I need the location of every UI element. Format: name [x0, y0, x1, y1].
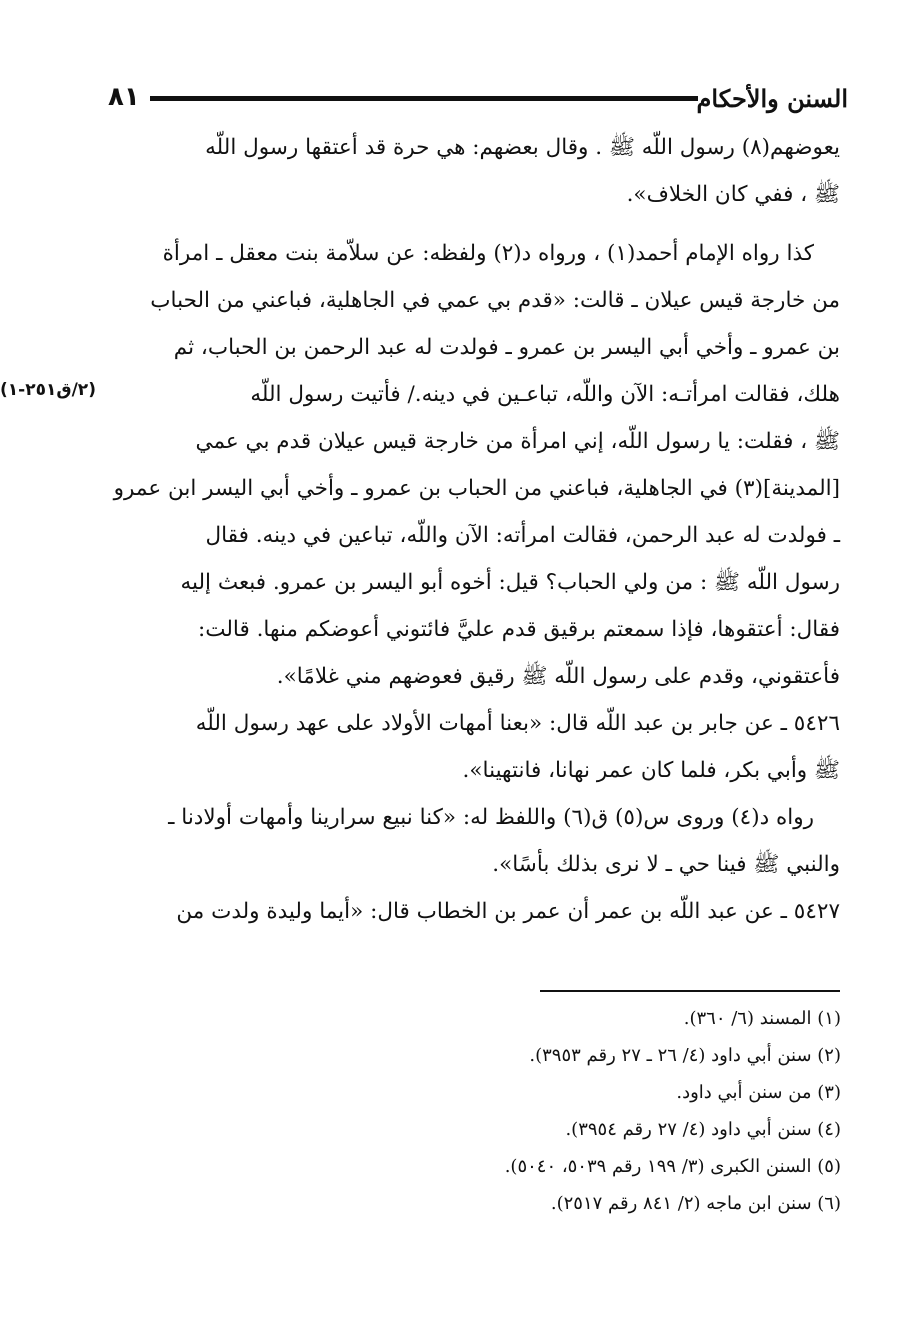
- footnote-4: (٤) سنن أبي داود (٤/ ٢٧ رقم ٣٩٥٤).: [565, 1119, 841, 1140]
- footnotes: [281, 1000, 841, 1222]
- text-line: ـ فولدت له عبد الرحمن، فقالت امرأته: الآن واللّه، تباعين في دينه. فقال: [205, 523, 840, 548]
- footnote-2: (٢) سنن أبي داود (٤/ ٢٦ ـ ٢٧ رقم ٣٩٥٣).: [529, 1045, 841, 1066]
- text-line: ﷺ ، ففي كان الخلاف».: [626, 182, 840, 207]
- footnote-1: (١) المسند (٦/ ٣٦٠).: [683, 1008, 841, 1029]
- main-text: [106, 124, 840, 935]
- margin-manuscript-reference: (٢/ق٢٥١-١): [0, 380, 96, 400]
- text-line: يعوضهم(٨) رسول اللّه ﷺ . وقال بعضهم: هي حرة قد أعتقها رسول اللّه: [205, 135, 840, 160]
- text-line: بن عمرو ـ وأخي أبي اليسر بن عمرو ـ فولدت له عبد الرحمن بن الحباب، ثم: [173, 335, 840, 360]
- footnote-5: (٥) السنن الكبرى (٣/ ١٩٩ رقم ٥٠٣٩، ٥٠٤٠).: [504, 1156, 841, 1177]
- page-number: ٨١: [108, 82, 140, 112]
- text-line: من خارجة قيس عيلان ـ قالت: «قدم بي عمي في الجاهلية، فباعني من الحباب: [150, 288, 840, 313]
- text-line: [المدينة](٣) في الجاهلية، فباعني من الحباب بن عمرو ـ وأخي أبي اليسر ابن عمرو: [113, 476, 840, 501]
- text-line: هلك، فقالت امرأتـه: الآن واللّه، تباعـين في دينه./ فأتيت رسول اللّه: [250, 382, 840, 407]
- text-line: رواه د(٤) وروى س(٥) ق(٦) واللفظ له: «كنا نبيع سرارينا وأمهات أولادنا ـ: [168, 805, 814, 830]
- text-line: فأعتقوني، وقدم على رسول اللّه ﷺ رقيق فعوضهم مني غلامًا».: [276, 664, 840, 689]
- header-rule: [150, 96, 698, 101]
- footnote-separator: [540, 990, 840, 992]
- text-line: ﷺ ، فقلت: يا رسول اللّه، إني امرأة من خارجة قيس عيلان قدم بي عمي: [195, 429, 840, 454]
- text-line: فقال: أعتقوها، فإذا سمعتم برقيق قدم عليَّ فائتوني أعوضكم منها. قالت:: [198, 617, 840, 642]
- footnote-3: (٣) من سنن أبي داود.: [676, 1082, 841, 1103]
- hadith-5426-line: ٥٤٢٦ ـ عن جابر بن عبد اللّه قال: «بعنا أمهات الأولاد على عهد رسول اللّه: [195, 711, 840, 736]
- text-line: ﷺ وأبي بكر، فلما كان عمر نهانا، فانتهينا».: [462, 758, 840, 783]
- text-line: والنبي ﷺ فينا حي ـ لا نرى بذلك بأسًا».: [492, 852, 840, 877]
- hadith-5427-line: ٥٤٢٧ ـ عن عبد اللّه بن عمر أن عمر بن الخطاب قال: «أيما وليدة ولدت من: [176, 899, 840, 924]
- footnote-6: (٦) سنن ابن ماجه (٢/ ٨٤١ رقم ٢٥١٧).: [550, 1193, 841, 1214]
- text-line: رسول اللّه ﷺ : من ولي الحباب؟ قيل: أخوه أبو اليسر بن عمرو. فبعث إليه: [180, 570, 840, 595]
- text-line: كذا رواه الإمام أحمد(١) ، ورواه د(٢) ولفظه: عن سلاّمة بنت معقل ـ امرأة: [162, 241, 814, 266]
- header-title: السنن والأحكام: [696, 84, 848, 113]
- running-header: [108, 78, 848, 122]
